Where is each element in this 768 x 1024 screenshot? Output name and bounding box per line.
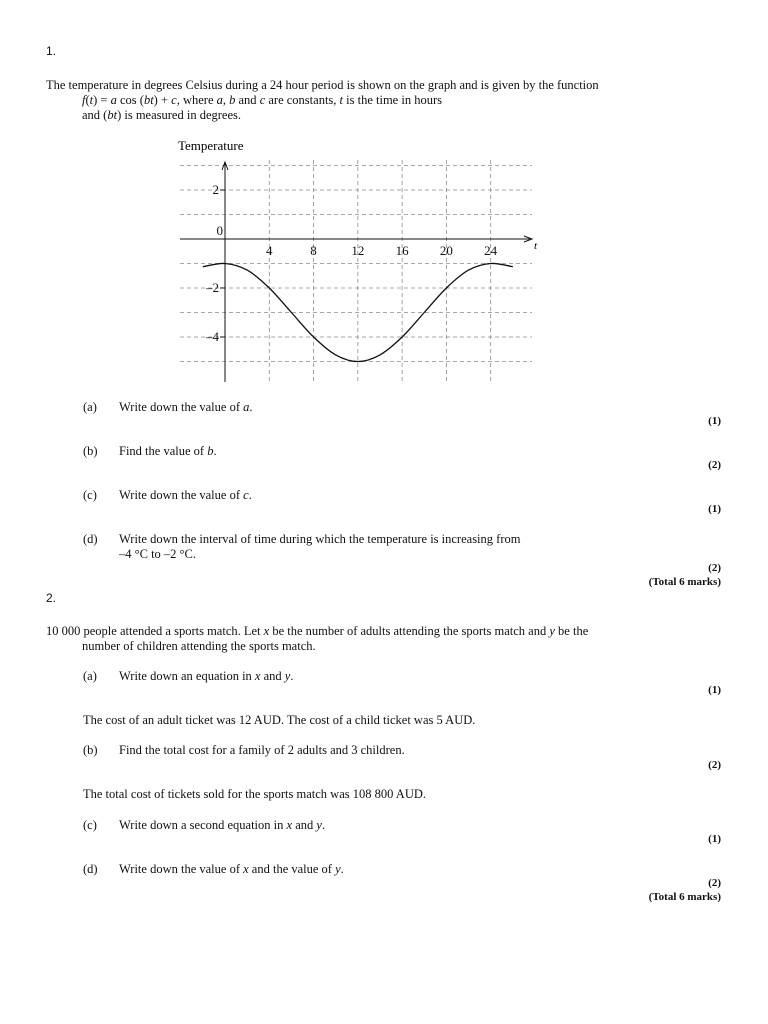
- q1d-text-line2: –4 °C to –2 °C.: [119, 547, 197, 561]
- q2a-label: (a): [83, 669, 97, 683]
- q2a-marks: (1): [708, 684, 721, 696]
- q1-intro-line2: f(t) = a cos (bt) + c, where a, b and c are constants, t is the time in hours: [82, 93, 442, 107]
- q1d-label: (d): [83, 532, 98, 546]
- q2b-marks: (2): [708, 759, 721, 771]
- question-2-number: 2.: [46, 591, 57, 605]
- q1c-text: Write down the value of c.: [119, 488, 252, 502]
- q2d-label: (d): [83, 862, 98, 876]
- q1a-label: (a): [83, 400, 97, 414]
- y-tick-label: –4: [206, 329, 219, 344]
- grid-lines: [180, 160, 532, 382]
- axes: [180, 162, 532, 382]
- y-tick-label: 2: [212, 182, 219, 197]
- q1b-marks: (2): [708, 459, 721, 471]
- q1b-label: (b): [83, 444, 98, 458]
- q2c-label: (c): [83, 818, 97, 832]
- q1d-marks: (2): [708, 562, 721, 574]
- temperature-graph: [160, 132, 560, 392]
- q2a-text: Write down an equation in x and y.: [119, 669, 294, 683]
- q2-info-total-cost: The total cost of tickets sold for the sports match was 108 800 AUD.: [83, 787, 426, 801]
- question-1-number: 1.: [46, 44, 57, 58]
- q1-intro-line1: The temperature in degrees Celsius during a 24 hour period is shown on the graph and is given by the function: [46, 78, 599, 92]
- x-tick-label: 24: [484, 243, 498, 258]
- q2-total-marks: (Total 6 marks): [648, 891, 721, 903]
- q2-intro-line2: number of children attending the sports match.: [82, 639, 316, 653]
- q1c-label: (c): [83, 488, 97, 502]
- q1a-marks: (1): [708, 415, 721, 427]
- q2-intro-line1: 10 000 people attended a sports match. Let x be the number of adults attending the sports match and y be the: [46, 624, 589, 638]
- q1c-marks: (1): [708, 503, 721, 515]
- q2b-text: Find the total cost for a family of 2 adults and 3 children.: [119, 743, 405, 757]
- q1d-text-line1: Write down the interval of time during which the temperature is increasing from: [119, 532, 521, 546]
- q2c-text: Write down a second equation in x and y.: [119, 818, 326, 832]
- q2c-marks: (1): [708, 833, 721, 845]
- x-tick-label: 4: [266, 243, 273, 258]
- x-tick-label: 12: [351, 243, 365, 258]
- tick-labels: [205, 182, 498, 344]
- y-tick-label: 0: [216, 223, 223, 238]
- q2-info-ticket-costs: The cost of an adult ticket was 12 AUD. The cost of a child ticket was 5 AUD.: [83, 713, 476, 727]
- q2d-text: Write down the value of x and the value of y.: [119, 862, 344, 876]
- q2d-marks: (2): [708, 877, 721, 889]
- q2b-label: (b): [83, 743, 98, 757]
- q1-total-marks: (Total 6 marks): [648, 576, 721, 588]
- y-tick-label: –2: [206, 280, 219, 295]
- x-tick-label: 16: [395, 243, 409, 258]
- q1-intro-line3: and (bt) is measured in degrees.: [82, 108, 241, 122]
- x-tick-label: 8: [310, 243, 317, 258]
- q1b-text: Find the value of b.: [119, 444, 217, 458]
- q1a-text: Write down the value of a.: [119, 400, 253, 414]
- x-axis-label: t: [534, 240, 538, 252]
- y-axis-label: Temperature: [178, 138, 244, 153]
- x-tick-label: 20: [439, 243, 453, 258]
